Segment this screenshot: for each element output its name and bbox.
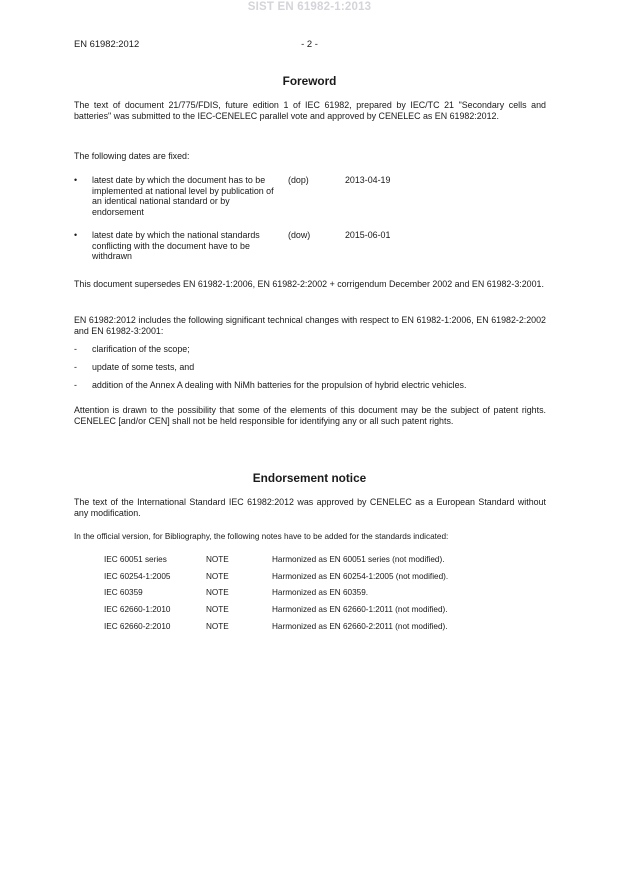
- date-item-text: latest date by which the document has to be implemented at national level by publication of an identical national standard or by endorsement: [92, 175, 274, 217]
- header-page-number: - 2 -: [301, 38, 318, 49]
- bullet-icon: •: [74, 230, 78, 240]
- bullet-icon: •: [74, 175, 78, 185]
- changes-intro: EN 61982:2012 includes the following significant technical changes with respect to EN 61982-1:2006, EN 61982-2:2002 and EN 61982-3:2001:: [74, 315, 546, 336]
- note-text: Harmonized as EN 60254-1:2005 (not modified).: [272, 572, 449, 581]
- foreword-title: Foreword: [282, 74, 337, 88]
- change-item-text: update of some tests, and: [92, 362, 195, 372]
- change-item-text: addition of the Annex A dealing with NiMh batteries for the propulsion of hybrid electric vehicles.: [92, 380, 467, 390]
- header-document-id: EN 61982:2012: [74, 38, 140, 49]
- note-text: Harmonized as EN 60051 series (not modified).: [272, 555, 445, 564]
- note-label: NOTE: [206, 622, 229, 631]
- note-label: NOTE: [206, 555, 229, 564]
- change-item-text: clarification of the scope;: [92, 344, 190, 354]
- note-standard: IEC 62660-2:2010: [104, 622, 171, 631]
- note-label: NOTE: [206, 588, 229, 597]
- note-label: NOTE: [206, 572, 229, 581]
- patent-attention-paragraph: Attention is drawn to the possibility that some of the elements of this document may be the subject of patent rights. CENELEC [and/or CEN] shall not be held responsible for identifying any or all such patent rights.: [74, 405, 546, 426]
- date-item-date: 2015-06-01: [345, 230, 391, 240]
- note-text: Harmonized as EN 62660-2:2011 (not modified).: [272, 622, 448, 631]
- note-text: Harmonized as EN 62660-1:2011 (not modified).: [272, 605, 448, 614]
- dash-marker: -: [74, 380, 77, 390]
- document-watermark: SIST EN 61982-1:2013: [247, 1, 372, 13]
- date-item-code: (dop): [288, 175, 309, 185]
- foreword-intro: The text of document 21/775/FDIS, future edition 1 of IEC 61982, prepared by IEC/TC 21 "Secondary cells and batteries" was submitted to the IEC-CENELEC parallel vote and approved by CENELEC as EN 61982:2012.: [74, 100, 546, 121]
- note-text: Harmonized as EN 60359.: [272, 588, 369, 597]
- dash-marker: -: [74, 362, 77, 372]
- note-label: NOTE: [206, 605, 229, 614]
- supersedes-paragraph: This document supersedes EN 61982-1:2006, EN 61982-2:2002 + corrigendum December 2002 and EN 61982-3:2001.: [74, 279, 544, 289]
- dates-intro: The following dates are fixed:: [74, 151, 190, 161]
- note-standard: IEC 60359: [104, 588, 143, 597]
- note-standard: IEC 60051 series: [104, 555, 167, 564]
- endorsement-title: Endorsement notice: [252, 471, 367, 485]
- date-item-date: 2013-04-19: [345, 175, 391, 185]
- note-standard: IEC 62660-1:2010: [104, 605, 171, 614]
- note-standard: IEC 60254-1:2005: [104, 572, 171, 581]
- bibliography-intro: In the official version, for Bibliography, the following notes have to be added for the standards indicated:: [74, 532, 449, 541]
- dash-marker: -: [74, 344, 77, 354]
- date-item-code: (dow): [288, 230, 311, 240]
- endorsement-text: The text of the International Standard IEC 61982:2012 was approved by CENELEC as a European Standard without any modification.: [74, 497, 546, 518]
- date-item-text: latest date by which the national standards conflicting with the document have to be withdrawn: [92, 230, 260, 262]
